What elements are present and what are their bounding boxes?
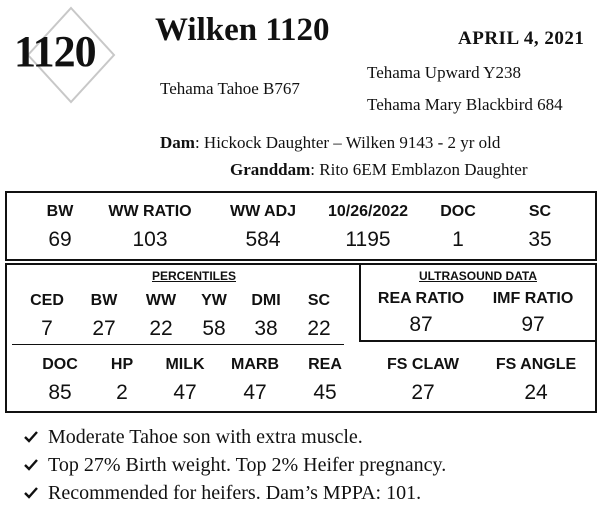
feet-header: FS ANGLE (495, 356, 577, 373)
ultrasound-header: REA RATIO (377, 290, 465, 307)
stat-value: 69 (48, 228, 72, 251)
percentiles-title: PERCENTILES (151, 269, 237, 283)
animal-name: Wilken 1120 (155, 12, 330, 48)
percentile-value: 22 (149, 317, 173, 340)
date: APRIL 4, 2021 (458, 28, 585, 49)
stat-header: BW (46, 203, 74, 220)
note-text: Recommended for heifers. Dam’s MPPA: 101. (48, 482, 422, 504)
percentile-header: HP (110, 356, 134, 373)
check-icon (24, 426, 48, 449)
granddam-value: : Rito 6EM Emblazon Daughter (310, 160, 528, 179)
stat-value: 1 (452, 228, 464, 251)
percentile-value: 7 (41, 317, 53, 340)
sire-name: Tehama Tahoe B767 (160, 79, 300, 98)
section-divider (12, 344, 344, 345)
performance-box (5, 191, 597, 261)
stat-header: SC (528, 203, 552, 220)
percentile-value: 47 (243, 381, 267, 404)
stat-header: WW RATIO (108, 203, 192, 220)
percentile-value: 45 (313, 381, 337, 404)
percentile-header: BW (90, 292, 118, 309)
dam-line (160, 133, 500, 153)
note-item (24, 482, 421, 505)
percentile-value: 47 (173, 381, 197, 404)
percentile-header: MILK (165, 356, 205, 373)
percentile-header: REA (308, 356, 342, 373)
percentile-header: MARB (231, 356, 279, 373)
check-icon (24, 482, 48, 505)
percentile-header: DMI (251, 292, 281, 309)
note-item (24, 426, 363, 449)
stat-header: DOC (440, 203, 476, 220)
stat-header: 10/26/2022 (327, 203, 409, 220)
ultrasound-header: IMF RATIO (492, 290, 574, 307)
percentile-header: YW (201, 292, 227, 309)
percentile-header: DOC (42, 356, 78, 373)
note-item (24, 454, 446, 477)
percentile-header: SC (307, 292, 331, 309)
sire-dam-name: Tehama Mary Blackbird 684 (367, 95, 563, 114)
feet-header: FS CLAW (387, 356, 459, 373)
stat-header: WW ADJ (229, 203, 297, 220)
percentile-value: 85 (48, 381, 72, 404)
feet-value: 27 (411, 381, 435, 404)
percentile-header: CED (30, 292, 64, 309)
percentile-value: 22 (307, 317, 331, 340)
percentile-value: 2 (116, 381, 128, 404)
note-text: Moderate Tahoe son with extra muscle. (48, 426, 363, 448)
granddam-line (230, 160, 527, 180)
stat-value: 1195 (345, 228, 391, 251)
ultrasound-value: 87 (409, 313, 433, 336)
percentile-value: 58 (202, 317, 226, 340)
feet-value: 24 (524, 381, 548, 404)
percentile-value: 38 (254, 317, 278, 340)
check-icon (24, 454, 48, 477)
stat-value: 103 (132, 228, 168, 251)
ultrasound-box (359, 263, 597, 342)
stat-value: 35 (528, 228, 552, 251)
dam-value: : Hickock Daughter – Wilken 9143 - 2 yr old (194, 133, 501, 152)
granddam-label: Granddam (230, 160, 311, 179)
note-text: Top 27% Birth weight. Top 2% Heifer pregnancy. (48, 454, 447, 476)
dam-label: Dam (160, 133, 195, 152)
ultrasound-title: ULTRASOUND DATA (419, 269, 537, 283)
percentile-header: WW (145, 292, 177, 309)
sire-sire-name: Tehama Upward Y238 (367, 63, 521, 82)
stat-value: 584 (245, 228, 281, 251)
ultrasound-value: 97 (521, 313, 545, 336)
percentile-value: 27 (92, 317, 116, 340)
lot-number: 1120 (14, 27, 96, 76)
